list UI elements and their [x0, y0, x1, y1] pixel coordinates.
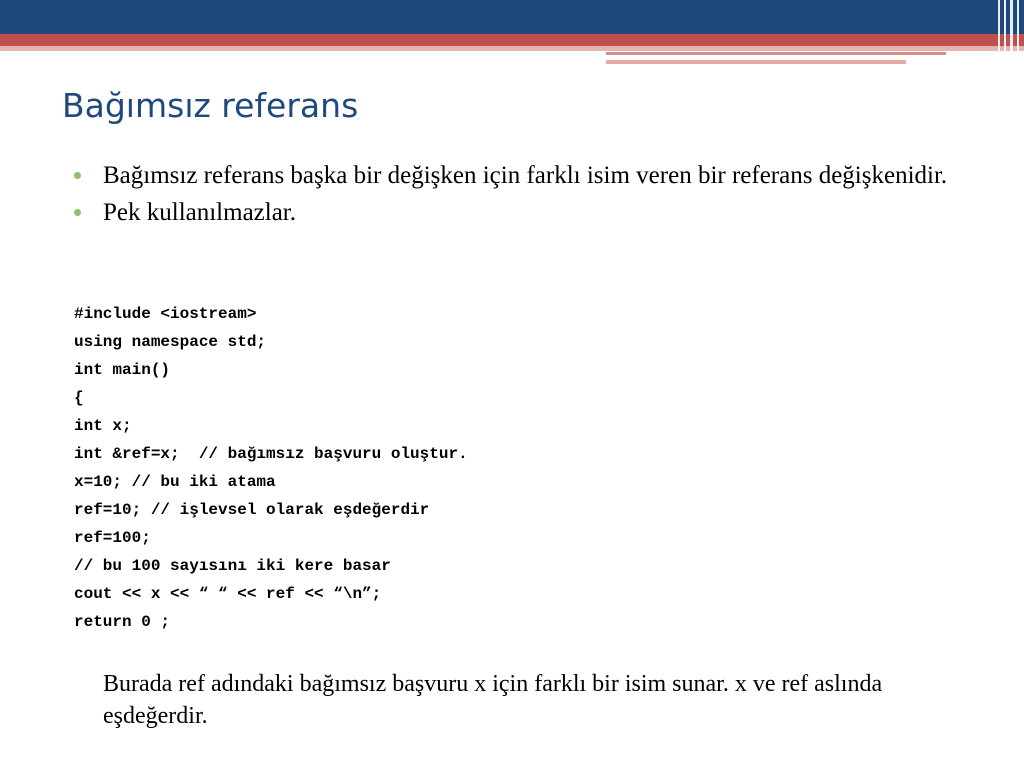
accent-line — [606, 60, 906, 64]
code-line: using namespace std; — [74, 333, 267, 351]
edge-stripe — [998, 0, 1000, 70]
bullet-dot-icon — [74, 209, 81, 216]
code-line: int x; — [74, 417, 132, 435]
code-line: ref=100; — [74, 529, 151, 547]
bullet-item — [72, 195, 952, 230]
header-band-pink — [0, 46, 1024, 51]
bullet-dot-icon — [74, 172, 81, 179]
bullet-text: Bağımsız referans başka bir değişken için farklı isim veren bir referans değişkenidir. — [103, 162, 948, 189]
code-line: return 0 ; — [74, 613, 171, 631]
bullet-item — [72, 158, 952, 193]
code-line: x=10; // bu iki atama — [74, 473, 276, 491]
edge-stripes — [994, 0, 1024, 70]
header-band-red — [0, 34, 1024, 46]
edge-stripe — [1010, 0, 1013, 70]
code-line: cout << x << “ “ << ref << “\n”; — [74, 585, 382, 603]
edge-stripe — [1017, 0, 1019, 70]
slide-title: Bağımsız referans — [62, 86, 359, 125]
code-block — [74, 300, 468, 636]
bullet-text: Pek kullanılmazlar. — [103, 199, 297, 226]
explanation-note: Burada ref adındaki bağımsız başvuru x için farklı bir isim sunar. x ve ref aslında eşdeğerdir. — [103, 671, 883, 729]
accent-line — [606, 52, 946, 55]
bullet-list — [72, 158, 952, 232]
code-line: int main() — [74, 361, 171, 379]
code-line: ref=10; // işlevsel olarak eşdeğerdir — [74, 501, 430, 519]
code-line: { — [74, 389, 84, 407]
code-line: // bu 100 sayısını iki kere basar — [74, 557, 391, 575]
header-band-blue — [0, 0, 1024, 34]
code-line: #include <iostream> — [74, 305, 257, 323]
code-line: int &ref=x; // bağımsız başvuru oluştur. — [74, 445, 468, 463]
header-accent-lines — [606, 52, 1024, 70]
edge-stripe — [1004, 0, 1006, 70]
